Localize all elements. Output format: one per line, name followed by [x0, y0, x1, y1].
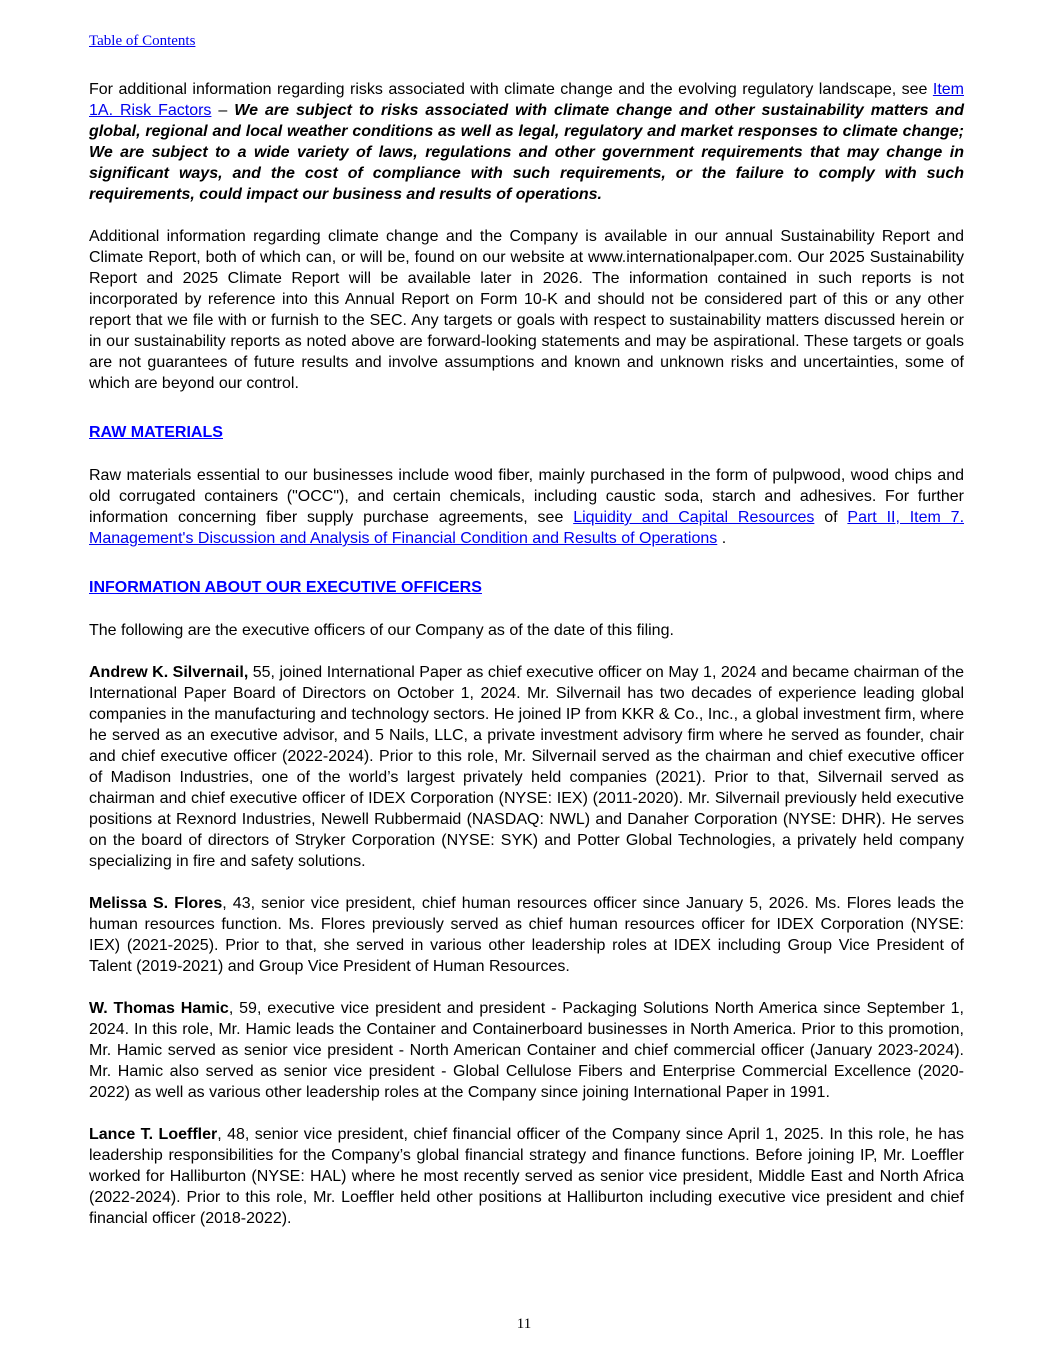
climate-paragraph-lead: For additional information regarding risks associated with climate change and the evolving regulatory landscape, see: [89, 81, 933, 98]
officer-name-loeffler: Lance T. Loeffler: [89, 1126, 218, 1143]
officer-bio-hamic: [89, 998, 964, 1103]
officer-bio-text-flores: , 43, senior vice president, chief human resources officer since January 5, 2026. Ms. Flores leads the human resources function. Ms. Flores previously served as chief human resources officer for IDEX Corporation (NYSE: IEX) (2021-2025). Prior to that, she served in various other leadership roles at IDEX including Group Vice President of Talent (2019-2021) and Group Vice President of Human Resources.: [89, 895, 964, 975]
officer-bio-text-hamic: , 59, executive vice president and president - Packaging Solutions North America since September 1, 2024. In this role, Mr. Hamic leads the Container and Containerboard businesses in North America. Prior to this promotion, Mr. Hamic served as senior vice president - North American Container and chief commercial officer (January 2023-2024). Mr. Hamic also served as senior vice president - Global Cellulose Fibers and Enterprise Commercial Excellence (2020-2022) as well as various other leadership roles at the Company since joining International Paper in 1991.: [89, 1000, 965, 1101]
risk-factors-link[interactable]: Item 1A. Risk Factors: [89, 81, 964, 119]
climate-risk-emphasis-text: We are subject to risks associated with climate change and other sustainability matters and global, regional and local weather conditions as well as legal, regulatory and market responses to climate change; We are subject to a wide variety of laws, regulations and other government requirements that may change in significant ways, and the cost of compliance with such requirements, or the failure to comply with such requirements, could impact our business and results of operations.: [89, 102, 964, 203]
officer-bio-text-silvernail: 55, joined International Paper as chief executive officer on May 1, 2024 and became chairman of the International Paper Board of Directors on October 1, 2024. Mr. Silvernail has two decades of experience leading global companies in the manufacturing and technology sectors. He joined IP from KKR & Co., Inc., a global investment firm, where he served as an executive advisor, and 5 Nails, LLC, a private investment advisory firm where he served as founder, chair and chief executive officer (2022-2024). Prior to this role, Mr. Silvernail served as the chairman and chief executive officer of Madison Industries, one of the world’s largest privately held companies (2021). Prior to that, Silvernail served as chairman and chief executive officer of IDEX Corporation (NYSE: IEX) (2011-2020). Mr. Silvernail previously held executive positions at Rexnord Industries, Newell Rubbermaid (NASDAQ: NWL) and Danaher Corporation (NYSE: DHR). He serves on the board of directors of Stryker Corporation (NYSE: SYK) and Potter Global Technologies, a privately held company specializing in fire and safety solutions.: [89, 664, 965, 870]
climate-risk-paragraph: [89, 79, 964, 205]
raw-materials-tail: .: [717, 530, 727, 547]
page-number: 11: [516, 1316, 532, 1332]
dash-separator: –: [211, 102, 235, 119]
part-ii-item7-link[interactable]: Part II, Item 7. Management's Discussion and Analysis of Financial Condition and Results of Operations: [89, 509, 965, 547]
raw-materials-lead: Raw materials essential to our businesses include wood fiber, mainly purchased in the form of pulpwood, wood chips and old corrugated containers ("OCC"), and certain chemicals, including caustic soda, starch and adhesives. For further information concerning fiber supply purchase agreements, see: [89, 467, 964, 526]
raw-materials-heading: [89, 422, 964, 443]
executive-officers-intro: The following are the executive officers of our Company as of the date of this filing.: [89, 622, 674, 639]
officer-bio-silvernail: [89, 662, 964, 872]
officer-bio-flores: [89, 893, 964, 977]
officer-name-flores: Melissa S. Flores: [89, 895, 223, 912]
of-text: of: [814, 509, 848, 526]
executive-officers-heading: [89, 577, 964, 598]
officer-bio-text-loeffler: , 48, senior vice president, chief financial officer of the Company since April 1, 2025. In this role, he has leadership responsibilities for the Company’s global financial strategy and finance functions. Before joining IP, Mr. Loeffler worked for Halliburton (NYSE: HAL) where he most recently served as senior vice president, Middle East and North Africa (2022-2024). Prior to this role, Mr. Loeffler held other positions at Halliburton including executive vice president and chief financial officer (2018-2022).: [89, 1126, 965, 1227]
officer-bio-loeffler: [89, 1124, 964, 1229]
additional-climate-info-paragraph: Additional information regarding climate change and the Company is available in our annual Sustainability Report and Climate Report, both of which can, or will be, found on our website at www.internationalpaper.com. Our 2025 Sustainability Report and 2025 Climate Report will be available later in 2026. The information contained in such reports is not incorporated by reference into this Annual Report on Form 10-K and should not be considered part of this or any other report that we file with or furnish to the SEC. Any targets or goals with respect to sustainability matters discussed herein or in our sustainability reports as noted above are forward-looking statements and may be aspirational. These targets or goals are not guarantees of future results and involve assumptions and known and unknown risks and uncertainties, some of which are beyond our control.: [89, 228, 964, 392]
officer-name-hamic: W. Thomas Hamic: [89, 1000, 229, 1017]
officer-name-silvernail: Andrew K. Silvernail,: [89, 664, 249, 681]
liquidity-capital-resources-link[interactable]: Liquidity and Capital Resources: [573, 509, 815, 526]
table-of-contents-link[interactable]: Table of Contents: [89, 33, 196, 49]
raw-materials-heading-link[interactable]: RAW MATERIALS: [89, 424, 223, 441]
executive-officers-heading-link[interactable]: INFORMATION ABOUT OUR EXECUTIVE OFFICERS: [89, 579, 482, 596]
raw-materials-paragraph: [89, 465, 964, 549]
